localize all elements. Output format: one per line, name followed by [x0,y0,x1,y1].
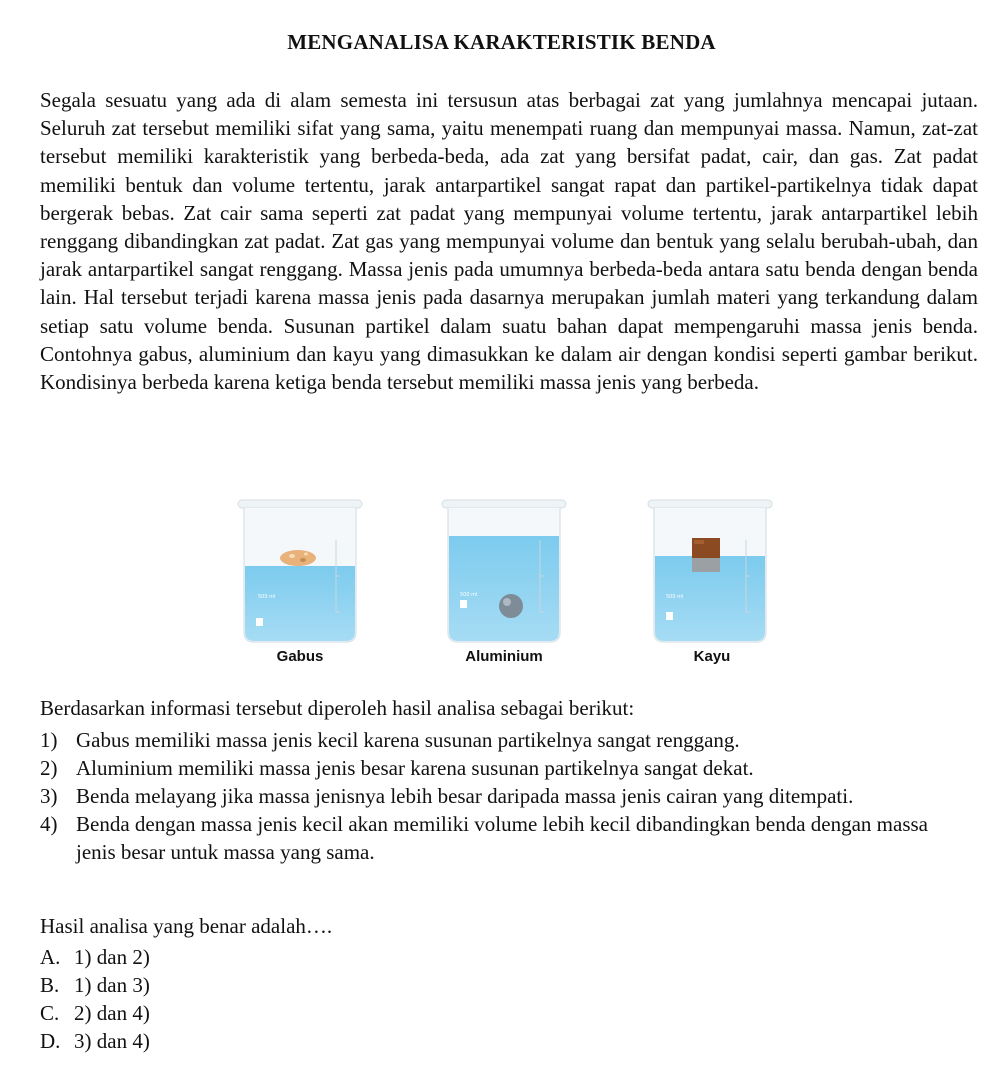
option-letter: A. [40,945,61,969]
list-item [40,726,960,754]
beaker-kayu [648,500,772,642]
caption-kayu: Kayu [693,648,731,665]
option-b[interactable] [40,971,150,999]
page-title: MENGANALISA KARAKTERISTIK BENDA [287,30,716,54]
beaker-aluminium [442,500,566,642]
option-text: 3) dan 4) [74,1029,150,1053]
statement-text: Benda dengan massa jenis kecil akan memiliki volume lebih kecil dibandingkan benda dengan massa jenis besar untuk massa yang sama. [76,812,929,864]
statement-text: Gabus memiliki massa jenis kecil karena susunan partikelnya sangat renggang. [76,728,740,752]
wood-block [692,538,720,572]
intro-paragraph: Segala sesuatu yang ada di alam semesta ini tersusun atas berbagai zat yang jumlahnya mencapai jutaan. Seluruh zat tersebut memiliki sifat yang sama, yaitu menempati ruang dan mempunyai massa. Namun, zat-zat tersebut memiliki karakteristik yang berbeda-beda, ada zat yang bersifat padat, cair, dan gas. Zat padat memiliki bentuk dan volume tertentu, jarak antarpartikel sangat rapat dan partikel-partikelnya tidak dapat bergerak bebas. Zat cair sama seperti zat padat yang mempunyai volume tertentu, jarak antarpartikel lebih renggang dibandingkan zat padat. Zat gas yang mempunyai volume dan bentuk yang selalu berubah-ubah, dan jarak antarpartikel sangat renggang. Massa jenis pada umumnya berbeda-beda antara satu benda dengan benda lain. Hal tersebut terjadi karena massa jenis pada dasarnya merupakan jumlah materi yang terkandung dalam setiap satu volume benda. Susunan partikel dalam suatu bahan dapat mempengaruhi massa jenis benda. Contohnya gabus, aluminium dan kayu yang dimasukkan ke dalam air dengan kondisi seperti gambar berikut. Kondisinya berbeda karena ketiga benda tersebut memiliki massa jenis yang berbeda. [40,88,978,395]
list-item [40,782,960,810]
statement-list [40,726,960,866]
option-letter: C. [40,1001,60,1025]
option-a[interactable] [40,943,150,971]
statement-text: Aluminium memiliki massa jenis besar karena susunan partikelnya sangat dekat. [76,756,754,780]
question-text: Hasil analisa yang benar adalah…. [40,914,333,938]
svg-text:500 ml: 500 ml [258,594,276,600]
beakers-illustration [228,496,788,646]
option-text: 1) dan 3) [74,973,150,997]
beaker-gabus [238,500,362,642]
statement-number: 3) [40,784,58,808]
option-letter: D. [40,1029,61,1053]
aluminium-ball [499,594,523,618]
cork-object [280,550,316,566]
analysis-intro: Berdasarkan informasi tersebut diperoleh hasil analisa sebagai berikut: [40,696,635,720]
option-letter: B. [40,973,60,997]
beaker-figure [228,496,788,682]
answer-options [40,943,150,1055]
statement-text: Benda melayang jika massa jenisnya lebih besar daripada massa jenis cairan yang ditempati. [76,784,854,808]
statement-number: 2) [40,756,58,780]
option-text: 1) dan 2) [74,945,150,969]
statement-number: 4) [40,812,58,836]
caption-gabus: Gabus [276,648,324,665]
list-item [40,810,960,866]
list-item [40,754,960,782]
svg-text:500 ml: 500 ml [666,594,684,600]
caption-aluminium: Aluminium [465,648,543,665]
option-c[interactable] [40,999,150,1027]
svg-text:500 ml: 500 ml [460,592,478,598]
option-d[interactable] [40,1027,150,1055]
statement-number: 1) [40,728,58,752]
option-text: 2) dan 4) [74,1001,150,1025]
